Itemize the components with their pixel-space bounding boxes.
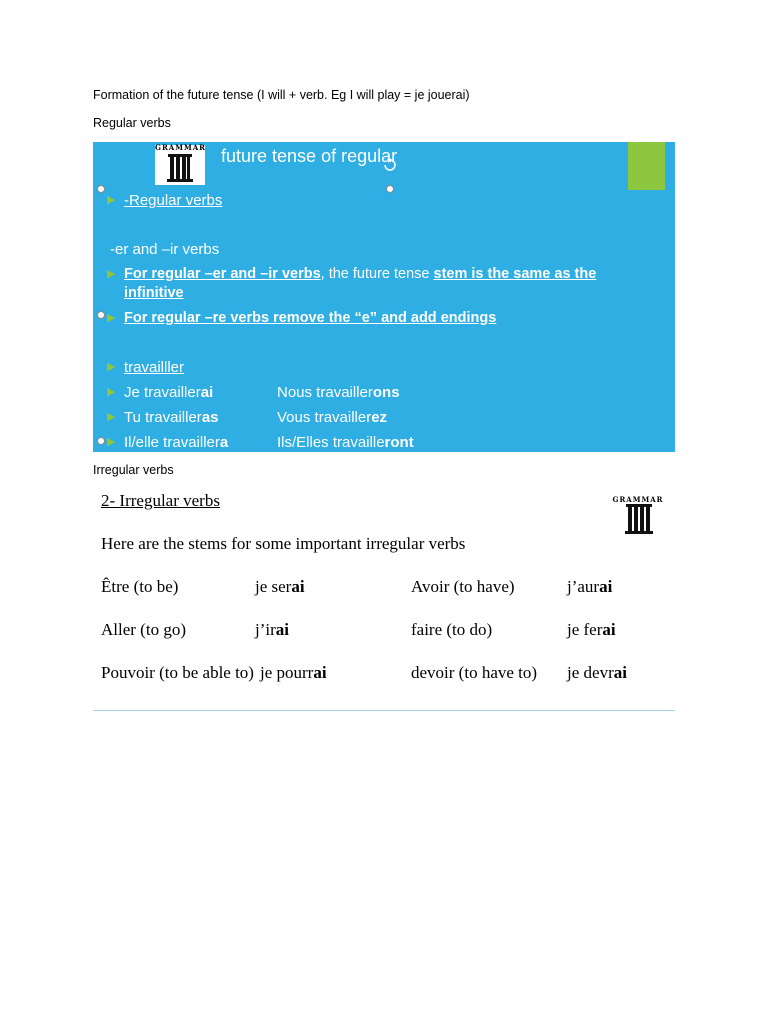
- verb-stem: je ferai: [567, 620, 616, 639]
- conjugation-row: ▶ Tu travailleras: [107, 409, 219, 426]
- resize-handle[interactable]: [97, 437, 105, 445]
- slide-accent-bar: [628, 142, 665, 190]
- conjugation-plural: Ils/Elles travailleront: [277, 434, 414, 451]
- bullet-arrow-icon: ▶: [107, 268, 116, 280]
- resize-handle[interactable]: [97, 185, 105, 193]
- verb-infinitive: Pouvoir (to be able to): [101, 663, 254, 682]
- bullet-arrow-icon: ▶: [107, 361, 116, 373]
- verb-stem: je pourrai: [260, 663, 327, 682]
- conjugation-row: ▶ Je travaillerai: [107, 384, 214, 401]
- verb-infinitive: Être (to be): [101, 577, 179, 596]
- verb-stem: j’aurai: [567, 577, 613, 596]
- grammar-logo: [155, 145, 205, 185]
- slide-bullet-continued: infinitive: [124, 285, 184, 301]
- resize-handle[interactable]: [97, 311, 105, 319]
- verb-stem: je serai: [255, 577, 305, 596]
- slide-subheading: -er and –ir verbs: [110, 241, 220, 258]
- rotate-handle-icon[interactable]: [382, 157, 398, 173]
- resize-handle[interactable]: [386, 185, 394, 193]
- verb-stem: j’irai: [255, 620, 290, 639]
- verb-infinitive: Avoir (to have): [411, 577, 515, 596]
- verb-infinitive: faire (to do): [411, 620, 493, 639]
- slide-bullet: ▶ travailller: [107, 359, 185, 376]
- conjugation-plural: Nous travaillerons: [277, 384, 400, 401]
- verb-infinitive: Aller (to go): [101, 620, 186, 639]
- conjugation-row: ▶ Il/elle travaillera: [107, 434, 229, 451]
- verb-stem: je devrai: [567, 663, 627, 682]
- regular-verbs-label: Regular verbs: [93, 116, 171, 130]
- irregular-title: 2- Irregular verbs: [101, 491, 220, 510]
- bullet-arrow-icon: ▶: [107, 436, 116, 448]
- slide-bullet: ▶ For regular –re verbs remove the “e” and add endings: [107, 310, 497, 326]
- bullet-arrow-icon: ▶: [107, 194, 116, 206]
- irregular-verbs-label: Irregular verbs: [93, 463, 174, 477]
- irregular-intro: Here are the stems for some important irregular verbs: [101, 534, 466, 553]
- regular-verbs-slide-image: [93, 142, 675, 452]
- grammar-logo-word: GRAMMAR: [612, 495, 664, 504]
- bullet-arrow-icon: ▶: [107, 386, 116, 398]
- irregular-verbs-image: [93, 485, 675, 711]
- bullet-arrow-icon: ▶: [107, 312, 116, 324]
- slide-title: future tense of regular: [221, 146, 398, 166]
- bullet-arrow-icon: ▶: [107, 411, 116, 423]
- verb-infinitive: devoir (to have to): [411, 663, 538, 682]
- grammar-logo: [603, 495, 673, 535]
- document-heading: Formation of the future tense (I will + verb. Eg I will play = je jouerai): [93, 88, 470, 102]
- slide-bullet: ▶ -Regular verbs: [107, 192, 223, 209]
- conjugation-plural: Vous travaillerez: [277, 409, 388, 426]
- grammar-logo-word: GRAMMAR: [155, 143, 206, 152]
- slide-bullet: ▶ For regular –er and –ir verbs, the future tense stem is the same as the: [107, 266, 597, 282]
